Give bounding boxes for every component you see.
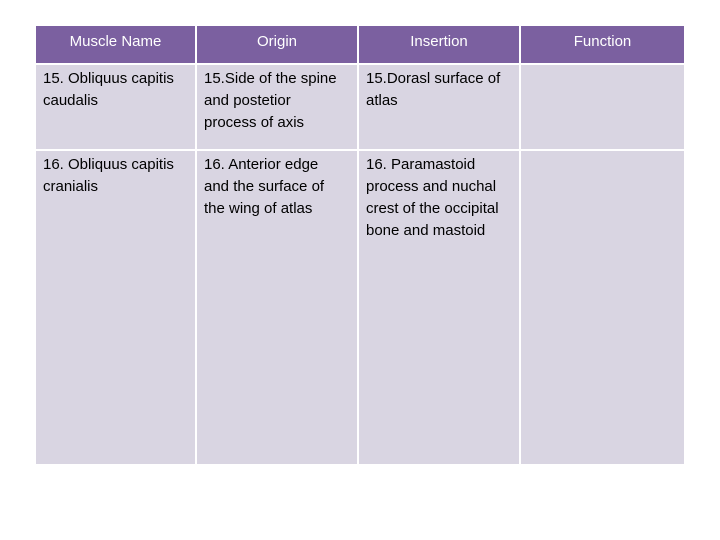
header-insertion: Insertion (359, 26, 521, 65)
row-1-insertion: 15.Dorasl surface of atlas (359, 65, 521, 151)
row-1-muscle-name: 15. Obliquus capitis caudalis (36, 65, 197, 151)
row-1-origin: 15.Side of the spine and postetior process of axis (197, 65, 359, 151)
row-2-function (521, 151, 684, 466)
row-2-insertion: 16. Paramastoid process and nuchal crest of the occipital bone and mastoid (359, 151, 521, 466)
header-muscle-name: Muscle Name (36, 26, 197, 65)
header-origin: Origin (197, 26, 359, 65)
row-2-origin: 16. Anterior edge and the surface of the wing of atlas (197, 151, 359, 466)
row-2-muscle-name: 16. Obliquus capitis cranialis (36, 151, 197, 466)
row-1-function (521, 65, 684, 151)
muscle-table (36, 26, 684, 466)
header-function: Function (521, 26, 684, 65)
